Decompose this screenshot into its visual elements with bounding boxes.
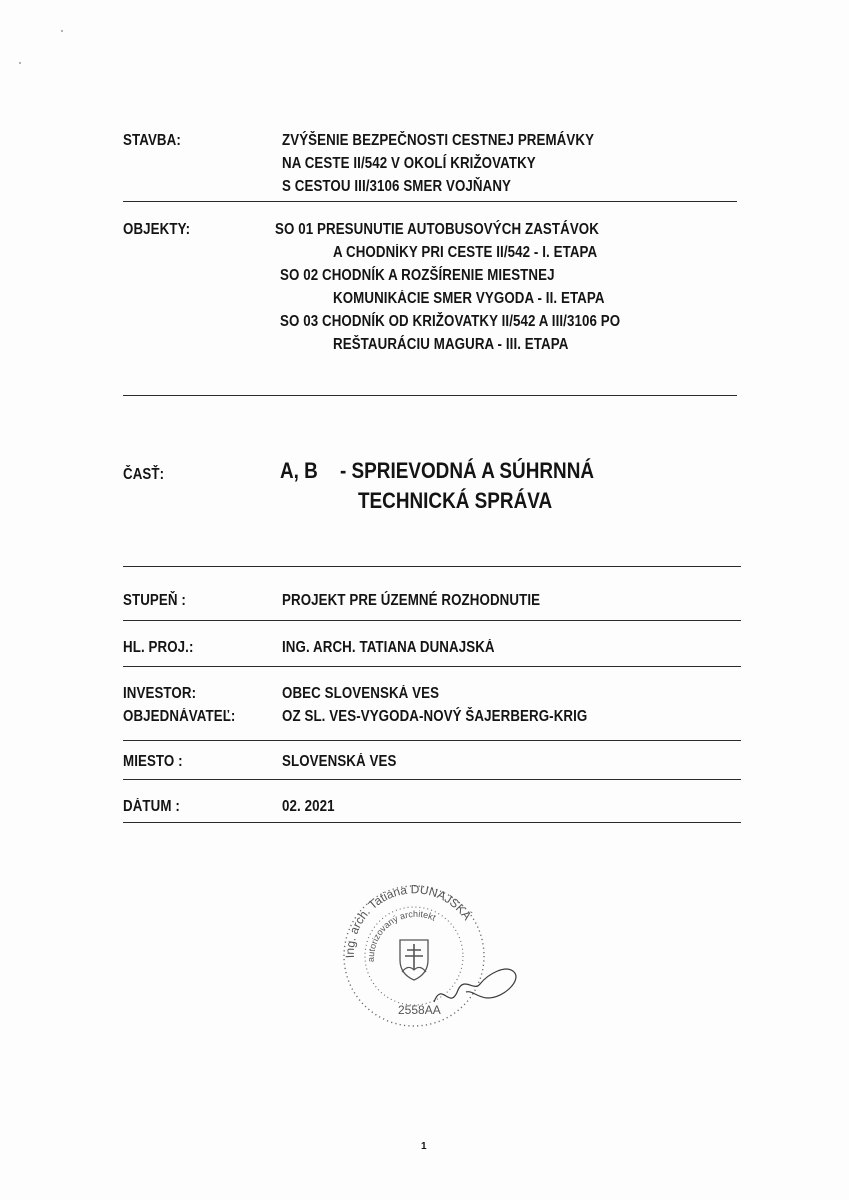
- objekt-so01-line-2: A CHODNÍKY PRI CESTE II/542 - I. ETAPA: [333, 244, 598, 261]
- stavba-line-1: ZVÝŠENIE BEZPEČNOSTI CESTNEJ PREMÁVKY: [282, 132, 595, 149]
- stavba-label: STAVBA:: [123, 132, 181, 149]
- divider: [123, 666, 741, 667]
- objekty-label: OBJEKTY:: [123, 221, 191, 238]
- cast-label: ČASŤ:: [123, 466, 165, 483]
- divider: [123, 201, 737, 202]
- objednavatel-label: OBJEDNÁVATEĽ:: [123, 708, 236, 725]
- stavba-line-2: NA CESTE II/542 V OKOLÍ KRIŽOVATKY: [282, 155, 536, 172]
- divider: [123, 779, 741, 780]
- hl-proj-label: HL. PROJ.:: [123, 639, 194, 656]
- divider: [123, 395, 737, 396]
- divider: [123, 740, 741, 741]
- stupen-label: STUPEŇ :: [123, 592, 186, 609]
- scan-speck: [19, 62, 21, 64]
- slovak-coat-of-arms-icon: [400, 940, 428, 980]
- investor-value: OBEC SLOVENSKÁ VES: [282, 685, 440, 702]
- miesto-label: MIESTO :: [123, 753, 183, 770]
- divider: [123, 620, 741, 621]
- stupen-value: PROJEKT PRE ÚZEMNÉ ROZHODNUTIE: [282, 592, 541, 609]
- stamp-outer-text: Ing. arch. Tatiana DUNAJSKÁ: [342, 882, 475, 959]
- objekt-so02-line-2: KOMUNIKÁCIE SMER VYGODA - II. ETAPA: [333, 290, 605, 307]
- objekt-so01-line-1: SO 01 PRESUNUTIE AUTOBUSOVÝCH ZASTÁVOK: [275, 221, 599, 238]
- objekt-so02-line-1: SO 02 CHODNÍK A ROZŠÍRENIE MIESTNEJ: [280, 267, 555, 284]
- objekt-so03-line-2: REŠTAURÁCIU MAGURA - III. ETAPA: [333, 336, 569, 353]
- stamp-number: 2558AA: [398, 1003, 441, 1017]
- datum-value: 02. 2021: [282, 798, 335, 815]
- signature-scribble: [434, 969, 516, 1002]
- divider: [123, 822, 741, 823]
- datum-label: DÁTUM :: [123, 798, 180, 815]
- cast-title-line-1: - SPRIEVODNÁ A SÚHRNNÁ: [340, 458, 595, 483]
- objednavatel-value: OZ SL. VES-VYGODA-NOVÝ ŠAJERBERG-KRIG: [282, 708, 588, 725]
- objekt-so03-line-1: SO 03 CHODNÍK OD KRIŽOVATKY II/542 A III/3106 PO: [280, 313, 621, 330]
- page-number: 1: [421, 1141, 427, 1152]
- scan-speck: [61, 30, 63, 32]
- cast-title-line-2: TECHNICKÁ SPRÁVA: [358, 488, 553, 513]
- cast-prefix: A, B: [280, 458, 318, 483]
- stamp-inner-text: autorizovaný architekt: [365, 908, 438, 963]
- divider: [123, 566, 741, 567]
- miesto-value: SLOVENSKÁ VES: [282, 753, 397, 770]
- hl-proj-value: ING. ARCH. TATIANA DUNAJSKÁ: [282, 639, 495, 656]
- architect-stamp: [338, 880, 528, 1030]
- investor-label: INVESTOR:: [123, 685, 197, 702]
- stavba-line-3: S CESTOU III/3106 SMER VOJŇANY: [282, 178, 512, 195]
